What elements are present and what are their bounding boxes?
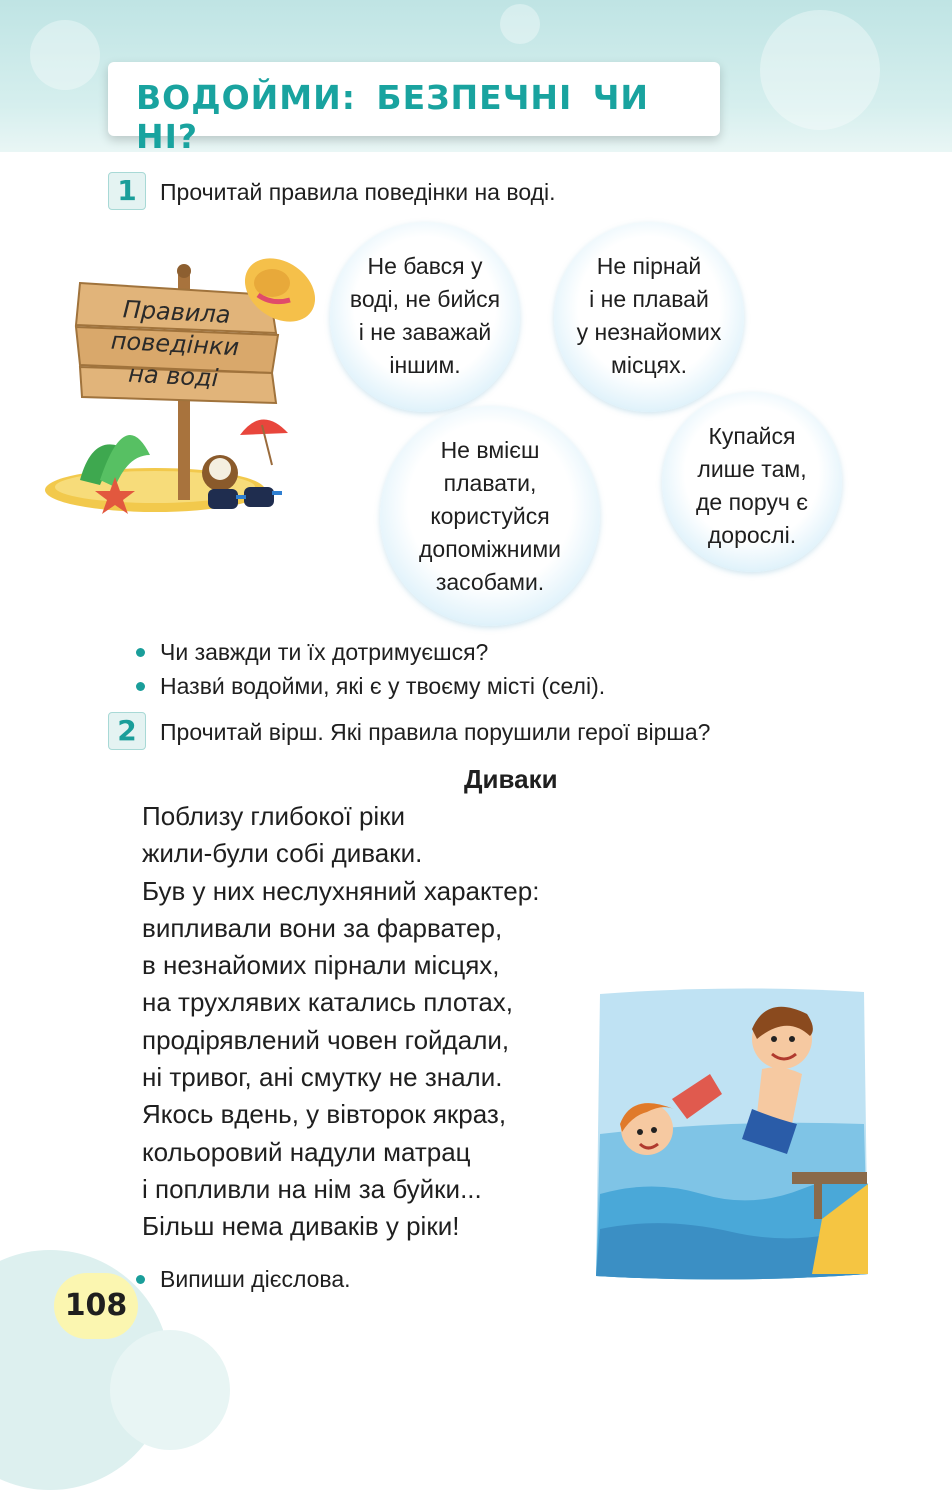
rule-line: у незнайомих <box>576 319 722 345</box>
rule-line: Не пірнай <box>596 253 702 279</box>
question-item: Чи завжди ти їх дотримуєшся? <box>160 639 489 665</box>
rule-line: дорослі. <box>707 522 797 548</box>
question-item: Назви́ водойми, які є у твоєму місті (селі). <box>160 673 606 699</box>
rule-text <box>380 434 600 599</box>
poem-line: Поблизу глибокої ріки <box>142 801 406 831</box>
sign-label <box>98 292 253 396</box>
rule-line: допоміжними <box>419 536 561 562</box>
rule-line: і не заважай <box>358 319 492 345</box>
page-number: 108 <box>54 1273 138 1339</box>
rule-line: воді, не бийся <box>349 286 501 312</box>
bubble-decoration <box>30 20 100 90</box>
poem <box>142 798 539 1246</box>
poem-line: кольоровий надули матрац <box>142 1136 471 1167</box>
bubble-decoration <box>500 4 540 44</box>
poem-line: Більш нема диваків у ріки! <box>142 1211 460 1242</box>
rule-line: лише там, <box>697 456 807 482</box>
rule-line: де поруч є <box>696 489 808 515</box>
task1-instruction: Прочитай правила поведінки на воді. <box>160 179 556 205</box>
rule-line: іншим. <box>389 352 461 378</box>
poem-title: Диваки <box>464 764 558 794</box>
sign-line: поведінки <box>110 326 240 362</box>
exercise-item: Випиши дієслова. <box>160 1266 351 1292</box>
rule-line: користуйся <box>430 503 550 529</box>
rule-line: Не вмієш <box>440 437 540 463</box>
page-title: ВОДОЙМИ: БЕЗПЕЧНІ ЧИ НІ? <box>136 78 650 156</box>
poem-line: в незнайомих пірнали місцях, <box>142 950 500 981</box>
rule-text <box>330 250 520 382</box>
poem-line: і попливли на нім за буйки... <box>142 1173 482 1204</box>
poem-line: випливали вони за фарватер, <box>142 912 503 943</box>
sign-line: на воді <box>127 359 220 393</box>
rule-line: Купайся <box>708 423 796 449</box>
poem-line: Був у них неслухняний характер: <box>142 875 540 906</box>
rule-line: плавати, <box>443 470 537 496</box>
bubble-decoration <box>760 10 880 130</box>
rule-line: засобами. <box>435 569 545 595</box>
corner-decoration <box>110 1330 230 1450</box>
poem-line: на трухлявих катались плотах, <box>142 987 514 1018</box>
rule-text <box>554 250 744 382</box>
sign-line: Правила <box>122 295 232 329</box>
poem-line: Якось вдень, у вівторок якраз, <box>142 1099 507 1130</box>
poem-line: ні тривог, ані смутку не знали. <box>142 1062 503 1093</box>
poem-line: продірявлений човен гойдали, <box>142 1024 510 1055</box>
task2-instruction: Прочитай вірш. Які правила порушили герої вірша? <box>160 719 711 745</box>
rule-text <box>662 420 842 552</box>
task-number-badge: 1 <box>108 172 146 210</box>
poem-line: жили-були собі диваки. <box>142 838 423 869</box>
rule-line: Не бався у <box>367 253 483 279</box>
kids-jumping-illustration <box>592 984 870 1284</box>
rule-line: місцях. <box>611 352 687 378</box>
rule-line: і не плавай <box>589 286 709 312</box>
title-box <box>108 62 720 156</box>
task-number-badge: 2 <box>108 712 146 750</box>
